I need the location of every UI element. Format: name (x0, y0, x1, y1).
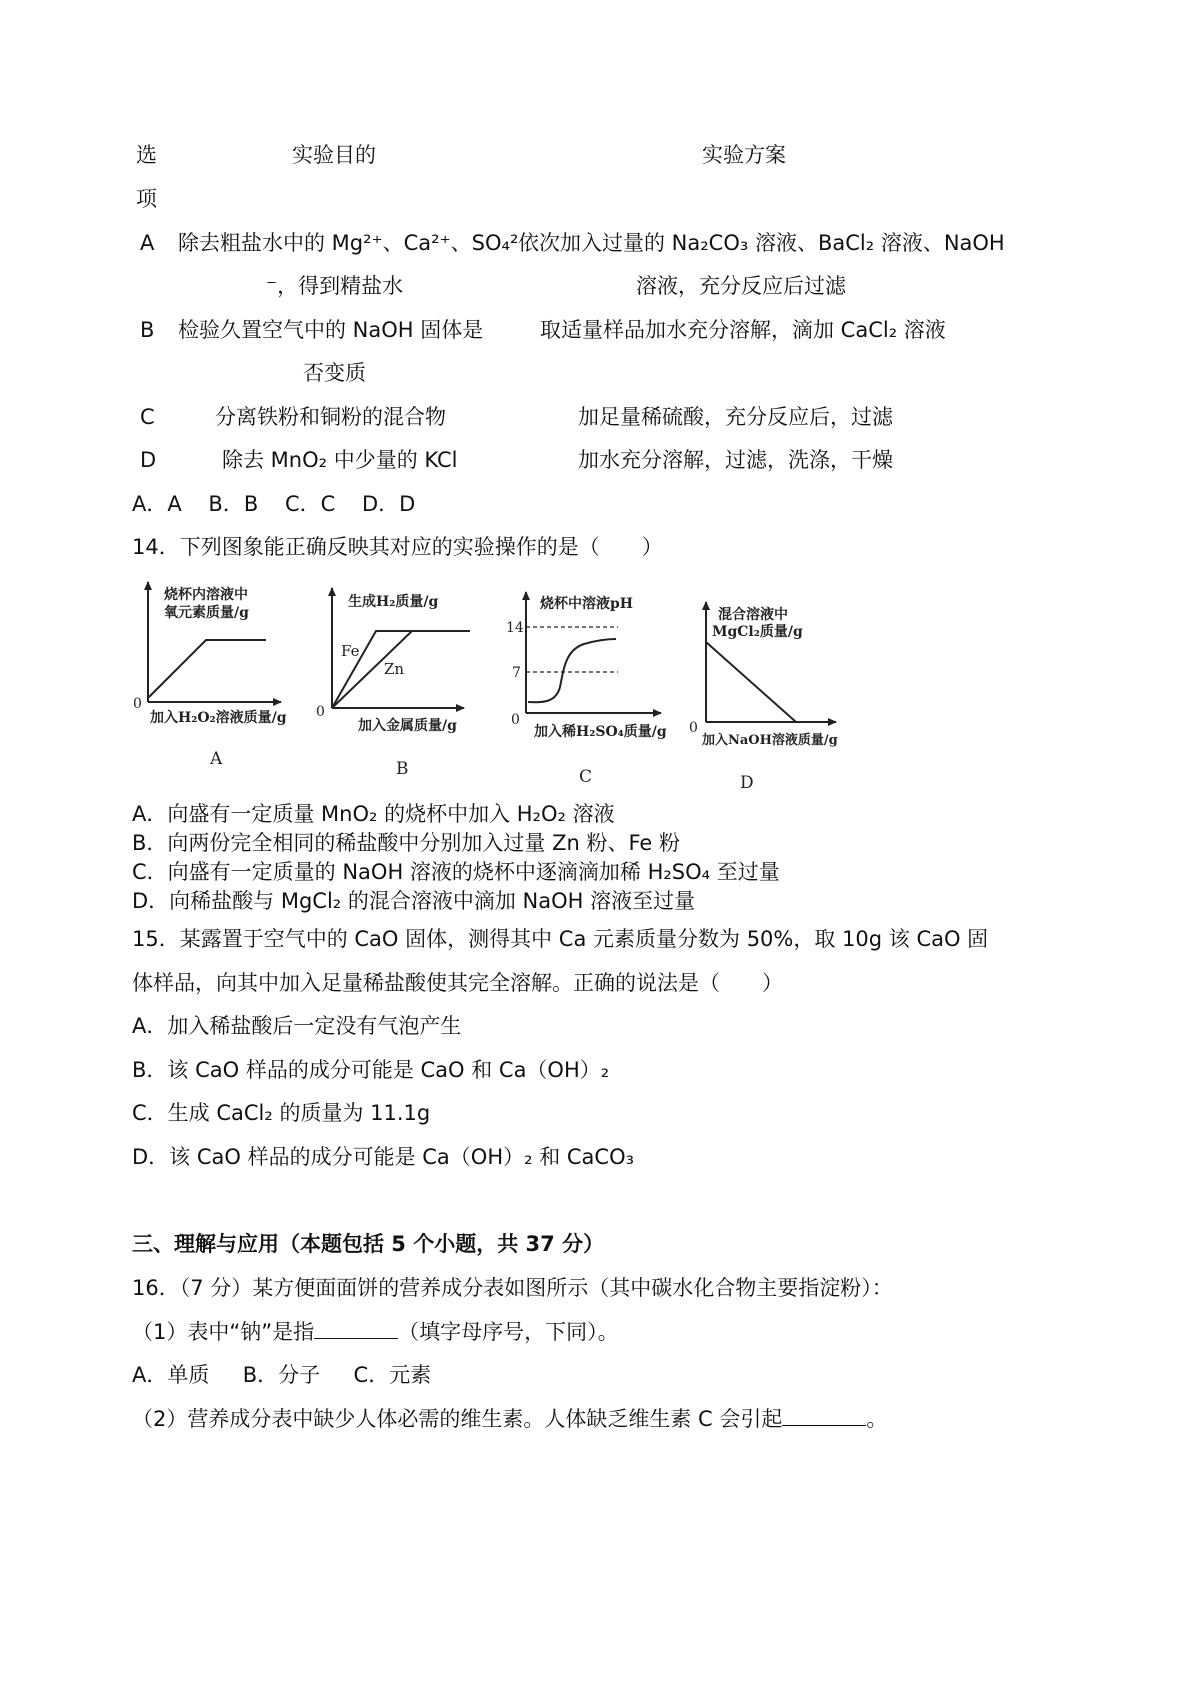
q14-option-b: B．向两份完全相同的稀盐酸中分别加入过量 Zn 粉、Fe 粉 (132, 831, 680, 855)
q16-part2 (132, 1405, 887, 1432)
graph-c-xlabel: 加入稀H₂SO₄质量/g (534, 724, 667, 740)
row-a-goal-line2: ⁻，得到精盐水 (266, 274, 404, 298)
row-b-goal-line2: 否变质 (303, 361, 366, 385)
q16-part2-blank[interactable] (782, 1405, 866, 1426)
row-a-goal-line1: 除去粗盐水中的 Mg²⁺、Ca²⁺、SO₄² (178, 231, 519, 255)
q14-option-a: A．向盛有一定质量 MnO₂ 的烧杯中加入 H₂O₂ 溶液 (132, 802, 615, 826)
graph-b-xlabel: 加入金属质量/g (358, 718, 457, 734)
row-a-plan-line2: 溶液，充分反应后过滤 (636, 274, 846, 298)
graph-a-curve (148, 640, 266, 698)
graph-c-curve (528, 639, 616, 702)
q16-part2-tail: 。 (866, 1407, 888, 1431)
q15-option-c: C．生成 CaCl₂ 的质量为 11.1g (132, 1101, 431, 1125)
row-c-goal: 分离铁粉和铜粉的混合物 (215, 405, 446, 429)
graph-c-tick-7: 7 (512, 665, 521, 681)
row-a-option: A (140, 231, 155, 255)
q16-part1 (132, 1318, 619, 1345)
graph-a (133, 582, 287, 769)
row-b-plan-line1: 取适量样品加水充分溶解，滴加 CaCl₂ 溶液 (540, 318, 946, 342)
graph-d-curve (706, 642, 796, 722)
graph-c-tick-14: 14 (506, 620, 524, 636)
q16-part1-tail: （填字母序号，下同）。 (398, 1320, 619, 1344)
graph-c (506, 592, 667, 787)
q16-stem: 16．（7 分）某方便面面饼的营养成分表如图所示（其中碳水化合物主要指淀粉）： (132, 1276, 893, 1300)
row-d-option: D (140, 448, 157, 472)
graph-d-origin: 0 (689, 720, 698, 736)
table-header-option-2: 项 (136, 187, 157, 211)
q15-option-b: B．该 CaO 样品的成分可能是 CaO 和 Ca（OH）₂ (132, 1058, 610, 1082)
graph-b-ylabel: 生成H₂质量/g (348, 594, 439, 610)
graph-a-letter: A (210, 749, 223, 769)
graph-b-fe-label: Fe (341, 642, 360, 660)
graph-a-origin: 0 (133, 696, 142, 712)
q15-option-a: A．加入稀盐酸后一定没有气泡产生 (132, 1014, 462, 1038)
section-3-title: 三、理解与应用（本题包括 5 个小题，共 37 分） (132, 1232, 605, 1256)
graph-a-ylabel-1: 烧杯内溶液中 (164, 587, 248, 603)
q15-option-d: D．该 CaO 样品的成分可能是 Ca（OH）₂ 和 CaCO₃ (132, 1145, 635, 1169)
graph-b-origin: 0 (316, 704, 325, 720)
graph-b (316, 588, 470, 779)
q16-part2-text: （2）营养成分表中缺少人体必需的维生素。人体缺乏维生素 C 会引起 (132, 1407, 783, 1431)
row-c-plan: 加足量稀硫酸，充分反应后，过滤 (578, 405, 893, 429)
q14-graphs-figure (126, 572, 846, 800)
q13-options: A．A B．B C．C D．D (132, 492, 416, 516)
graph-d (689, 602, 838, 793)
row-b-option: B (140, 318, 155, 342)
graph-d-xlabel: 加入NaOH溶液质量/g (702, 733, 838, 748)
graph-d-ylabel-2: MgCl₂质量/g (712, 624, 803, 640)
q15-stem-line1: 15．某露置于空气中的 CaO 固体，测得其中 Ca 元素质量分数为 50%，取 10g 该 CaO 固 (132, 927, 989, 951)
row-c-option: C (140, 405, 155, 429)
graph-c-origin: 0 (511, 712, 520, 728)
graph-b-letter: B (396, 759, 409, 779)
graph-c-letter: C (579, 767, 593, 787)
graph-c-ylabel: 烧杯中溶液pH (540, 596, 634, 612)
graph-d-ylabel-1: 混合溶液中 (718, 607, 788, 623)
row-a-plan-line1: 依次加入过量的 Na₂CO₃ 溶液、BaCl₂ 溶液、NaOH (518, 231, 1005, 255)
q16-part1-blank[interactable] (314, 1318, 398, 1339)
q16-part1-options: A．单质 B．分子 C．元素 (132, 1363, 432, 1387)
table-header-option: 选 (136, 143, 157, 167)
table-header-goal: 实验目的 (292, 143, 376, 167)
graph-a-ylabel-2: 氧元素质量/g (164, 605, 249, 621)
q16-part1-text: （1）表中“钠”是指 (132, 1320, 315, 1344)
row-b-goal-line1: 检验久置空气中的 NaOH 固体是 (178, 318, 484, 342)
graph-a-xlabel: 加入H₂O₂溶液质量/g (150, 710, 287, 726)
q14-option-d: D．向稀盐酸与 MgCl₂ 的混合溶液中滴加 NaOH 溶液至过量 (132, 889, 696, 913)
row-d-goal: 除去 MnO₂ 中少量的 KCl (222, 448, 458, 472)
q14-option-c: C．向盛有一定质量的 NaOH 溶液的烧杯中逐滴滴加稀 H₂SO₄ 至过量 (132, 860, 780, 884)
graph-d-letter: D (740, 773, 754, 793)
table-header-plan: 实验方案 (702, 143, 786, 167)
graph-b-zn-label: Zn (384, 660, 405, 678)
q15-stem-line2: 体样品，向其中加入足量稀盐酸使其完全溶解。正确的说法是（ ） (132, 971, 783, 995)
row-d-plan: 加水充分溶解，过滤，洗涤，干燥 (578, 448, 893, 472)
q14-stem: 14．下列图象能正确反映其对应的实验操作的是（ ） (132, 535, 663, 559)
